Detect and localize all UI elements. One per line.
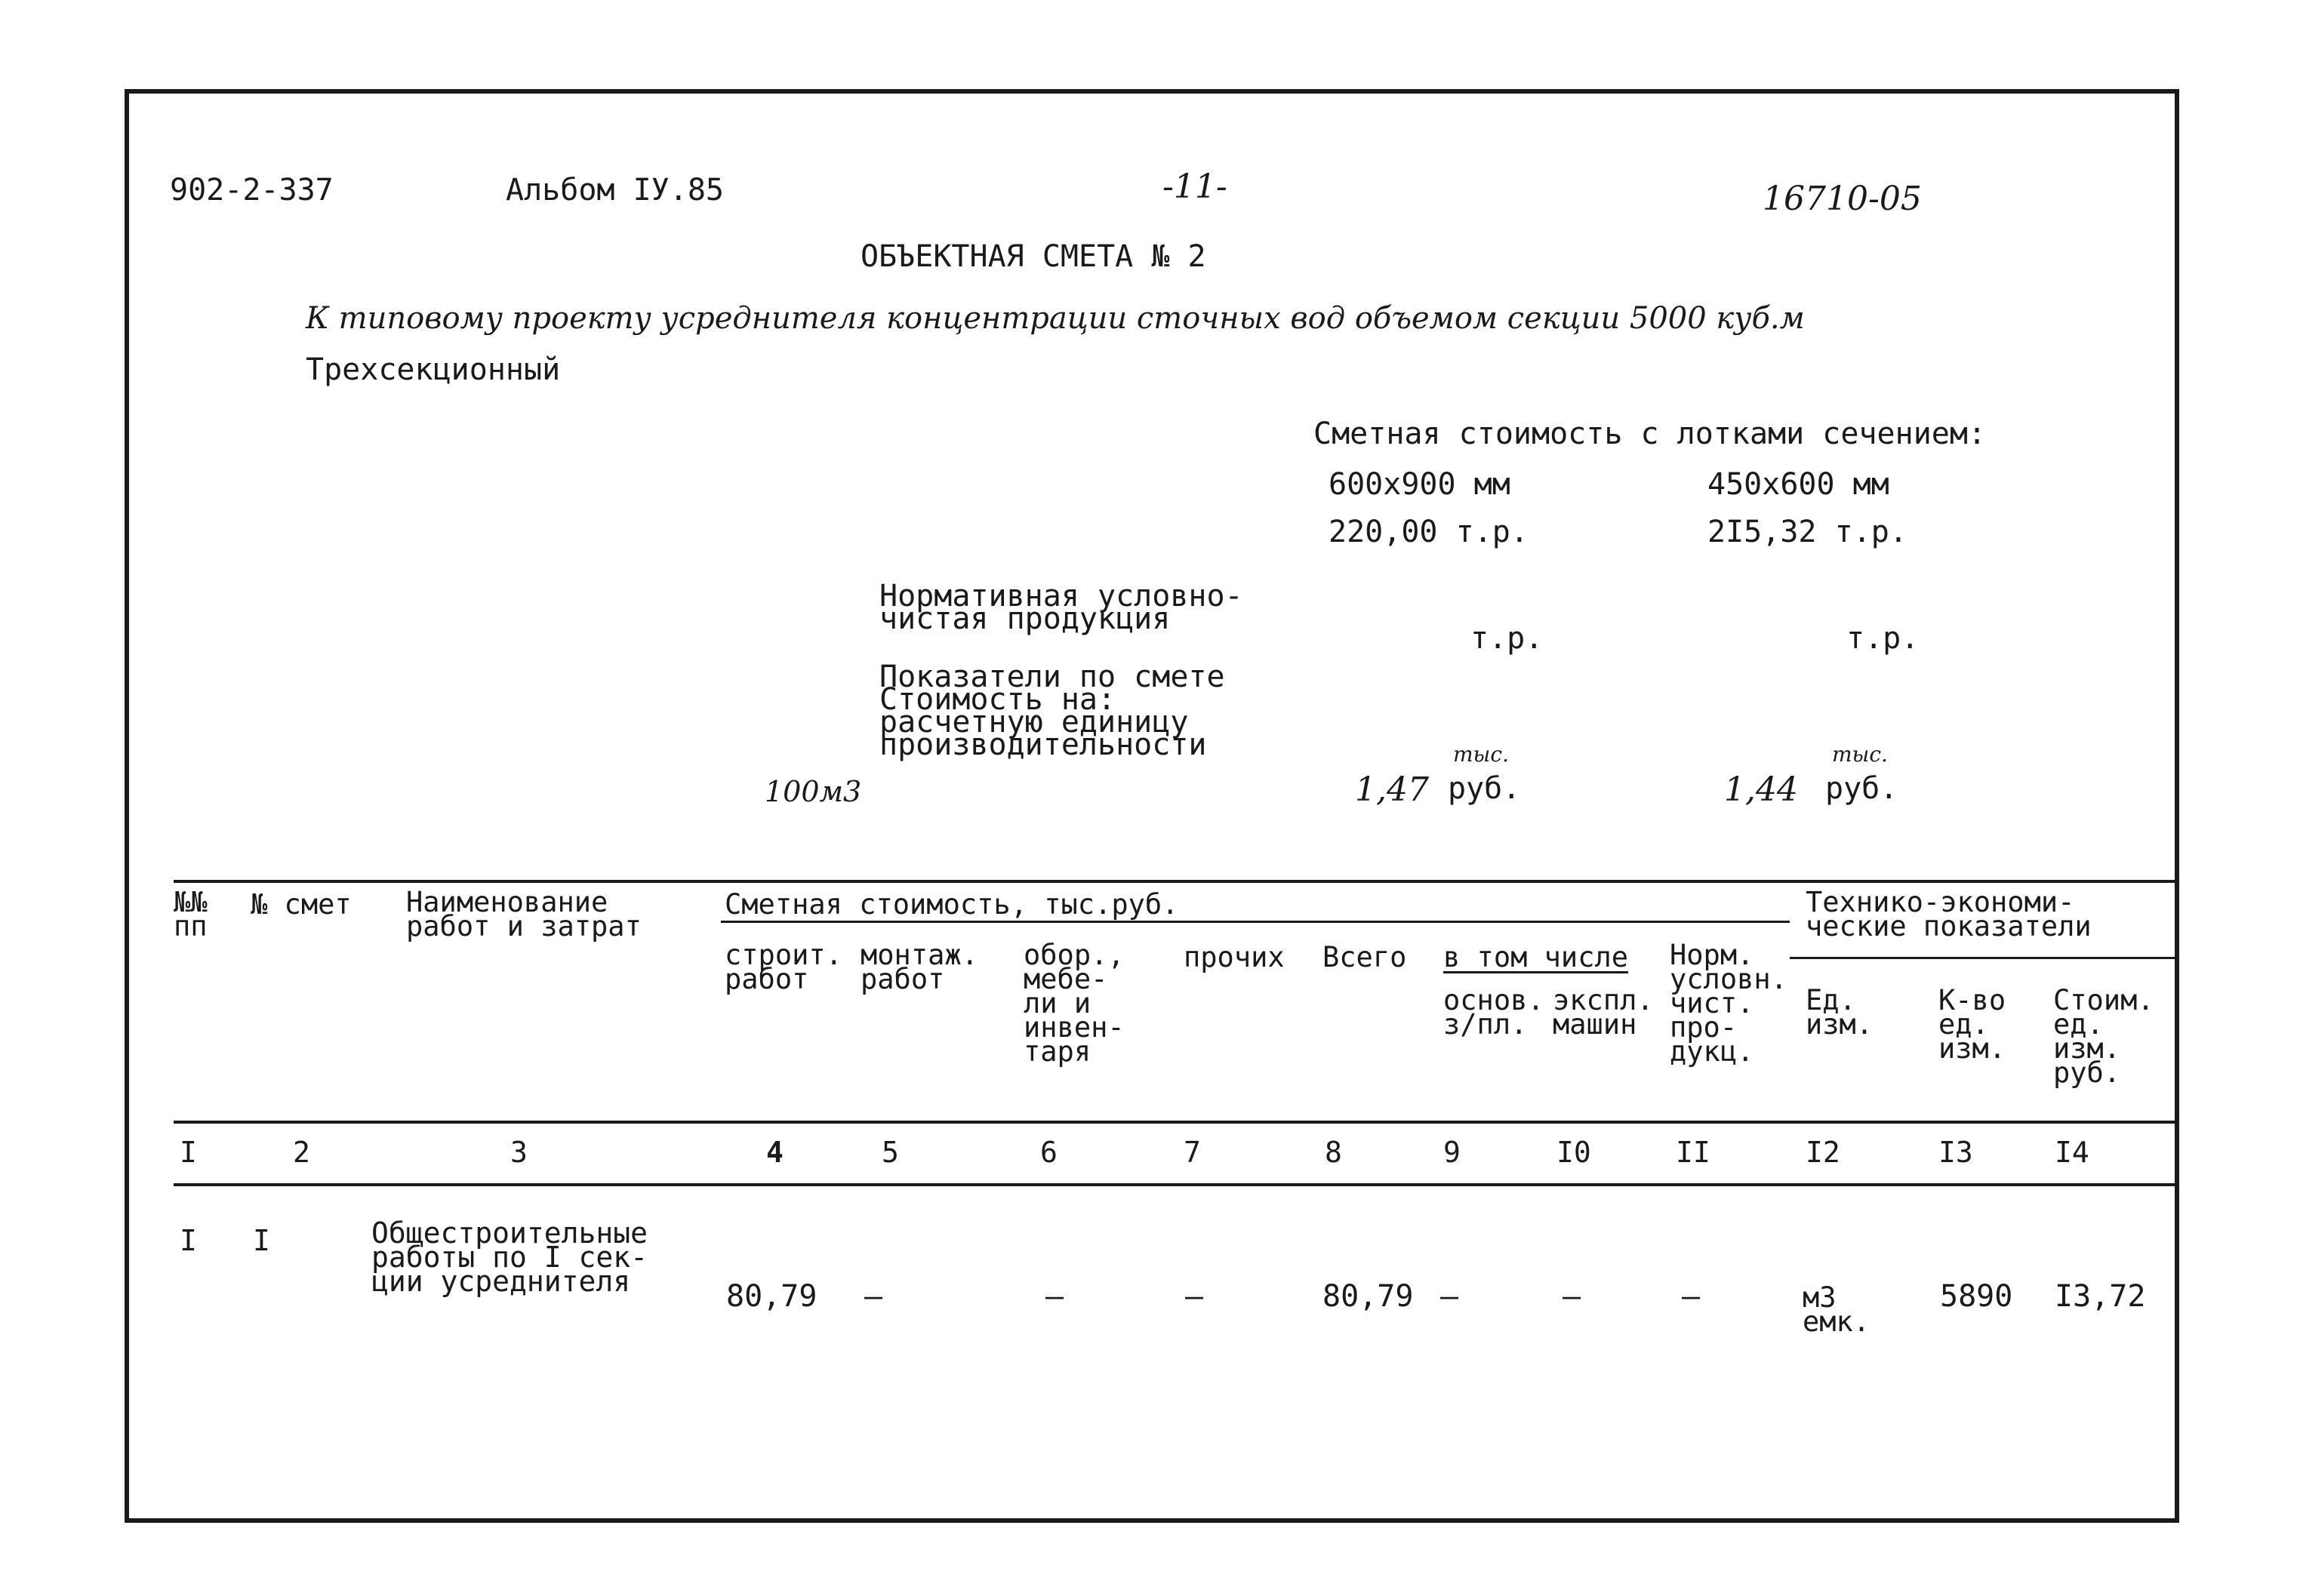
header-bottom-rule	[174, 1121, 2177, 1124]
row-other: –	[1185, 1279, 1204, 1314]
row-equipment: –	[1045, 1279, 1064, 1314]
column-number: 9	[1443, 1136, 1461, 1169]
header-tech-group: Технико-экономи- ческие показатели	[1806, 886, 2092, 943]
variant1-size: 600х900 мм	[1329, 467, 1510, 502]
row-norm-product: –	[1682, 1279, 1701, 1314]
page-number: -11-	[1162, 168, 1227, 206]
indicators-label: Показатели по смете Стоимость на: расчетную единицу производительности	[879, 660, 1225, 762]
column-number: 5	[882, 1136, 899, 1169]
header-col-5: монтаж. работ	[861, 939, 978, 995]
row-unit-cost: I3,72	[2055, 1279, 2146, 1314]
row-quantity: 5890	[1940, 1279, 2013, 1314]
header-col-6: обор., мебе- ли и инвен- таря	[1024, 939, 1125, 1068]
column-number: 8	[1325, 1136, 1342, 1169]
row-estimate: I	[253, 1224, 270, 1257]
variant1-cost: 220,00 т.р.	[1329, 515, 1529, 549]
header-col-14: Стоим. ед. изм. руб.	[2053, 984, 2154, 1089]
row-machines: –	[1563, 1279, 1581, 1314]
column-number: 7	[1184, 1136, 1201, 1169]
row-installation: –	[864, 1279, 883, 1314]
column-number: I2	[1806, 1136, 1840, 1169]
column-numbers-rule	[174, 1183, 2177, 1186]
subject-line-2: Трехсекционный	[306, 352, 561, 387]
row-total: 80,79	[1322, 1279, 1414, 1314]
header-col-12: Ед. изм.	[1806, 984, 1874, 1041]
cost-group-rule	[721, 921, 1790, 923]
variant2-size: 450х600 мм	[1707, 467, 1889, 502]
column-number: 2	[293, 1136, 310, 1169]
header-col-4: строит. работ	[725, 939, 842, 995]
header-col-3: Наименование работ и затрат	[406, 886, 642, 943]
header-incl-group: в том числе	[1443, 941, 1629, 973]
header-col-7: прочих	[1184, 941, 1285, 973]
column-number: 3	[510, 1136, 528, 1169]
column-number: I0	[1556, 1136, 1591, 1169]
column-number: I3	[1938, 1136, 1973, 1169]
header-col-1: №№ пп	[174, 886, 208, 943]
document-title: ОБЪЕКТНАЯ СМЕТА № 2	[861, 239, 1206, 274]
row-number: I	[180, 1224, 197, 1257]
header-col-9: основ. з/пл.	[1443, 984, 1544, 1041]
column-number: II	[1676, 1136, 1710, 1169]
variant2-cost: 2I5,32 т.р.	[1707, 515, 1907, 549]
album-label: Альбом IУ.85	[506, 173, 724, 208]
table-top-rule	[174, 880, 2177, 883]
header-col-11: Норм. условн. чист. про- дукц.	[1670, 939, 1787, 1068]
subject-line-1: К типовому проекту усреднителя концентрации сточных вод объемом секции 5000 куб.м	[306, 301, 1805, 336]
column-number: 4	[766, 1136, 784, 1169]
norm-product-value-1: т.р.	[1470, 621, 1544, 656]
row-unit: м3 емк.	[1803, 1281, 1870, 1338]
column-number: I4	[2055, 1136, 2089, 1169]
unit-note: 100м3	[765, 775, 862, 808]
header-cost-group: Сметная стоимость, тыс.руб.	[725, 888, 1179, 921]
indicator-unit-2: руб.	[1825, 771, 1898, 806]
header-col-10: экспл. машин	[1553, 984, 1654, 1041]
column-number: I	[180, 1136, 197, 1169]
indicator-unit-1: руб.	[1448, 771, 1521, 806]
indicator-unit-small-2: тыс.	[1832, 742, 1888, 767]
norm-product-label: Нормативная условно- чистая продукция	[879, 579, 1243, 636]
tech-group-rule	[1790, 957, 2177, 959]
header-col-2: № смет	[251, 888, 352, 921]
column-number: 6	[1040, 1136, 1058, 1169]
indicator-value-2: 1,44	[1724, 770, 1798, 809]
header-col-13: К-во ед. изм.	[1938, 984, 2006, 1065]
header-col-8: Всего	[1322, 941, 1407, 973]
indicator-unit-small-1: тыс.	[1453, 742, 1509, 767]
indicator-value-1: 1,47	[1355, 770, 1429, 809]
archive-number: 16710-05	[1763, 180, 1922, 218]
document-code: 902-2-337	[170, 173, 334, 208]
row-name: Общестроительные работы по I сек- ции усреднителя	[371, 1216, 648, 1298]
cost-heading: Сметная стоимость с лотками сечением:	[1313, 417, 1987, 451]
row-wages: –	[1440, 1279, 1459, 1314]
norm-product-value-2: т.р.	[1846, 621, 1920, 656]
row-construction: 80,79	[726, 1279, 817, 1314]
